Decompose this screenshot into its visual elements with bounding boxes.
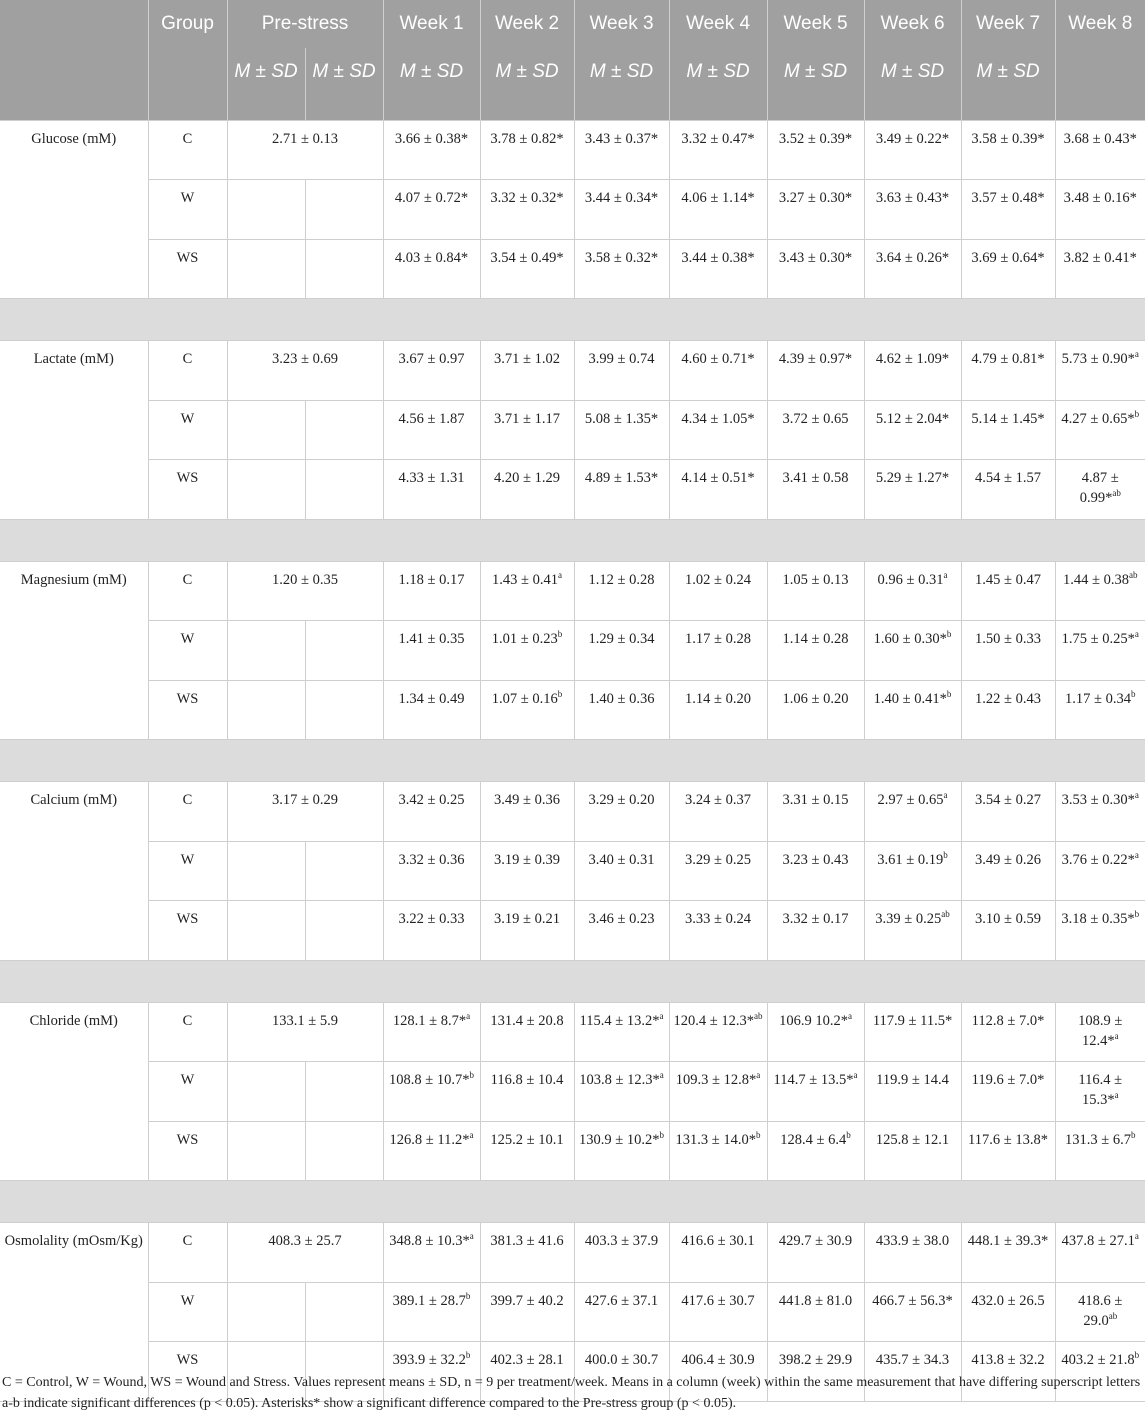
- value-cell: 112.8 ± 7.0*: [961, 1002, 1055, 1062]
- prestress-cell: 2.71 ± 0.13: [227, 120, 383, 180]
- value-cell: 3.42 ± 0.25: [383, 782, 480, 842]
- value-cell: 131.3 ± 14.0*$^b$: [669, 1121, 767, 1181]
- value-cell: 3.32 ± 0.32*: [480, 180, 574, 240]
- value-cell: 1.01 ± 0.23$^b$: [480, 621, 574, 681]
- value-cell: 3.68 ± 0.43*: [1055, 120, 1145, 180]
- value-cell: 3.10 ± 0.59: [961, 901, 1055, 961]
- group-cell: W: [148, 621, 227, 681]
- prestress-empty-cell: [227, 180, 305, 240]
- value-cell: 3.32 ± 0.17: [767, 901, 864, 961]
- value-cell: 1.43 ± 0.41$^a$: [480, 561, 574, 621]
- section-divider-cell: [0, 740, 1145, 782]
- measurement-label: Chloride (mM): [0, 1002, 148, 1181]
- section-divider-cell: [0, 960, 1145, 1002]
- table-row: [0, 901, 1145, 961]
- table-row: [0, 341, 1145, 401]
- prestress-empty-cell: [305, 680, 383, 740]
- header-week: Week 3: [574, 0, 669, 48]
- value-cell: 3.19 ± 0.21: [480, 901, 574, 961]
- group-cell: W: [148, 1282, 227, 1342]
- value-cell: 117.6 ± 13.8*: [961, 1121, 1055, 1181]
- value-cell: 119.9 ± 14.4: [864, 1062, 961, 1122]
- group-cell: W: [148, 841, 227, 901]
- subheader-msd: M ± SD: [480, 48, 574, 120]
- value-cell: 1.12 ± 0.28: [574, 561, 669, 621]
- value-cell: 116.8 ± 10.4: [480, 1062, 574, 1122]
- value-cell: 4.39 ± 0.97*: [767, 341, 864, 401]
- section-divider-cell: [0, 519, 1145, 561]
- value-cell: 4.79 ± 0.81*: [961, 341, 1055, 401]
- value-cell: 3.58 ± 0.32*: [574, 239, 669, 299]
- table-row: [0, 1223, 1145, 1283]
- table-row: [0, 1121, 1145, 1181]
- value-cell: 3.52 ± 0.39*: [767, 120, 864, 180]
- header-week: Week 5: [767, 0, 864, 48]
- value-cell: 1.05 ± 0.13: [767, 561, 864, 621]
- value-cell: 103.8 ± 12.3*$^a$: [574, 1062, 669, 1122]
- value-cell: 393.9 ± 32.2$^b$: [383, 1342, 480, 1402]
- value-cell: 2.97 ± 0.65$^a$: [864, 782, 961, 842]
- group-cell: C: [148, 1002, 227, 1062]
- prestress-empty-cell: [305, 180, 383, 240]
- value-cell: 1.45 ± 0.47: [961, 561, 1055, 621]
- subheader-msd: M ± SD: [574, 48, 669, 120]
- prestress-empty-cell: [305, 1282, 383, 1342]
- header-week: Week 6: [864, 0, 961, 48]
- value-cell: 4.06 ± 1.14*: [669, 180, 767, 240]
- header-week: Week 2: [480, 0, 574, 48]
- value-cell: 3.46 ± 0.23: [574, 901, 669, 961]
- value-cell: 4.03 ± 0.84*: [383, 239, 480, 299]
- value-cell: 402.3 ± 28.1: [480, 1342, 574, 1402]
- value-cell: 437.8 ± 27.1$^a$: [1055, 1223, 1145, 1283]
- subheader-blank: [148, 48, 227, 120]
- prestress-empty-cell: [227, 239, 305, 299]
- section-divider: [0, 519, 1145, 561]
- value-cell: 109.3 ± 12.8*$^a$: [669, 1062, 767, 1122]
- value-cell: 418.6 ± 29.0$^{ab}$: [1055, 1282, 1145, 1342]
- prestress-cell: 408.3 ± 25.7: [227, 1223, 383, 1283]
- measurement-label: Calcium (mM): [0, 782, 148, 961]
- table-row: [0, 180, 1145, 240]
- value-cell: 130.9 ± 10.2*$^b$: [574, 1121, 669, 1181]
- value-cell: 3.39 ± 0.25$^{ab}$: [864, 901, 961, 961]
- value-cell: 1.34 ± 0.49: [383, 680, 480, 740]
- value-cell: 1.14 ± 0.20: [669, 680, 767, 740]
- value-cell: 448.1 ± 39.3*: [961, 1223, 1055, 1283]
- value-cell: 1.14 ± 0.28: [767, 621, 864, 681]
- header-week: Week 1: [383, 0, 480, 48]
- prestress-empty-cell: [227, 1282, 305, 1342]
- value-cell: 1.75 ± 0.25*$^a$: [1055, 621, 1145, 681]
- value-cell: 3.33 ± 0.24: [669, 901, 767, 961]
- value-cell: 4.34 ± 1.05*: [669, 400, 767, 460]
- value-cell: 3.24 ± 0.37: [669, 782, 767, 842]
- value-cell: 3.29 ± 0.25: [669, 841, 767, 901]
- table-row: [0, 680, 1145, 740]
- value-cell: 403.2 ± 21.8$^b$: [1055, 1342, 1145, 1402]
- value-cell: 1.17 ± 0.34$^b$: [1055, 680, 1145, 740]
- value-cell: 119.6 ± 7.0*: [961, 1062, 1055, 1122]
- value-cell: 3.82 ± 0.41*: [1055, 239, 1145, 299]
- value-cell: 1.50 ± 0.33: [961, 621, 1055, 681]
- value-cell: 4.56 ± 1.87: [383, 400, 480, 460]
- value-cell: 125.8 ± 12.1: [864, 1121, 961, 1181]
- value-cell: 3.32 ± 0.36: [383, 841, 480, 901]
- group-cell: C: [148, 341, 227, 401]
- table-row: [0, 120, 1145, 180]
- value-cell: 429.7 ± 30.9: [767, 1223, 864, 1283]
- prestress-empty-cell: [227, 680, 305, 740]
- prestress-empty-cell: [227, 621, 305, 681]
- group-cell: C: [148, 1223, 227, 1283]
- value-cell: 3.43 ± 0.37*: [574, 120, 669, 180]
- value-cell: 348.8 ± 10.3*$^a$: [383, 1223, 480, 1283]
- prestress-empty-cell: [305, 460, 383, 520]
- value-cell: 3.27 ± 0.30*: [767, 180, 864, 240]
- value-cell: 5.12 ± 2.04*: [864, 400, 961, 460]
- value-cell: 1.41 ± 0.35: [383, 621, 480, 681]
- value-cell: 3.54 ± 0.27: [961, 782, 1055, 842]
- value-cell: 3.43 ± 0.30*: [767, 239, 864, 299]
- value-cell: 3.40 ± 0.31: [574, 841, 669, 901]
- value-cell: 1.18 ± 0.17: [383, 561, 480, 621]
- prestress-empty-cell: [227, 841, 305, 901]
- value-cell: 131.3 ± 6.7$^b$: [1055, 1121, 1145, 1181]
- value-cell: 3.99 ± 0.74: [574, 341, 669, 401]
- value-cell: 4.54 ± 1.57: [961, 460, 1055, 520]
- table-row: [0, 1002, 1145, 1062]
- value-cell: 1.40 ± 0.41*$^b$: [864, 680, 961, 740]
- value-cell: 3.66 ± 0.38*: [383, 120, 480, 180]
- prestress-empty-cell: [305, 841, 383, 901]
- measurement-label: Lactate (mM): [0, 341, 148, 520]
- value-cell: 120.4 ± 12.3*$^{ab}$: [669, 1002, 767, 1062]
- value-cell: 3.23 ± 0.43: [767, 841, 864, 901]
- table-row: [0, 1062, 1145, 1122]
- value-cell: 3.41 ± 0.58: [767, 460, 864, 520]
- group-cell: C: [148, 120, 227, 180]
- measurement-label: Magnesium (mM): [0, 561, 148, 740]
- group-cell: W: [148, 180, 227, 240]
- prestress-cell: 3.23 ± 0.69: [227, 341, 383, 401]
- value-cell: 115.4 ± 13.2*$^a$: [574, 1002, 669, 1062]
- value-cell: 3.49 ± 0.22*: [864, 120, 961, 180]
- prestress-cell: 3.17 ± 0.29: [227, 782, 383, 842]
- value-cell: 3.44 ± 0.34*: [574, 180, 669, 240]
- value-cell: 381.3 ± 41.6: [480, 1223, 574, 1283]
- section-divider: [0, 1181, 1145, 1223]
- value-cell: 3.72 ± 0.65: [767, 400, 864, 460]
- table-row: [0, 841, 1145, 901]
- value-cell: 0.96 ± 0.31$^a$: [864, 561, 961, 621]
- value-cell: 435.7 ± 34.3: [864, 1342, 961, 1402]
- value-cell: 3.67 ± 0.97: [383, 341, 480, 401]
- measurement-label: Glucose (mM): [0, 120, 148, 299]
- group-cell: WS: [148, 680, 227, 740]
- value-cell: 1.17 ± 0.28: [669, 621, 767, 681]
- value-cell: 1.06 ± 0.20: [767, 680, 864, 740]
- section-divider-cell: [0, 1181, 1145, 1223]
- group-cell: C: [148, 782, 227, 842]
- prestress-empty-cell: [305, 1062, 383, 1122]
- table-row: [0, 782, 1145, 842]
- value-cell: 427.6 ± 37.1: [574, 1282, 669, 1342]
- value-cell: 3.18 ± 0.35*$^b$: [1055, 901, 1145, 961]
- header-week: Week 8: [1055, 0, 1145, 48]
- value-cell: 1.07 ± 0.16$^b$: [480, 680, 574, 740]
- section-divider: [0, 740, 1145, 782]
- header-blank: [0, 0, 148, 48]
- value-cell: 3.49 ± 0.26: [961, 841, 1055, 901]
- value-cell: 125.2 ± 10.1: [480, 1121, 574, 1181]
- value-cell: 398.2 ± 29.9: [767, 1342, 864, 1402]
- value-cell: 4.62 ± 1.09*: [864, 341, 961, 401]
- value-cell: 106.9 10.2*$^a$: [767, 1002, 864, 1062]
- value-cell: 4.87 ± 0.99*$^{ab}$: [1055, 460, 1145, 520]
- table-row: [0, 460, 1145, 520]
- value-cell: 128.4 ± 6.4$^b$: [767, 1121, 864, 1181]
- value-cell: 1.44 ± 0.38$^{ab}$: [1055, 561, 1145, 621]
- group-cell: C: [148, 561, 227, 621]
- value-cell: 4.33 ± 1.31: [383, 460, 480, 520]
- header-week: Week 4: [669, 0, 767, 48]
- value-cell: 3.64 ± 0.26*: [864, 239, 961, 299]
- table-body: [0, 120, 1145, 1401]
- value-cell: 406.4 ± 30.9: [669, 1342, 767, 1402]
- value-cell: 3.54 ± 0.49*: [480, 239, 574, 299]
- prestress-empty-cell: [227, 1121, 305, 1181]
- prestress-empty-cell: [305, 621, 383, 681]
- value-cell: 3.76 ± 0.22*$^a$: [1055, 841, 1145, 901]
- table-row: [0, 561, 1145, 621]
- value-cell: 441.8 ± 81.0: [767, 1282, 864, 1342]
- value-cell: 117.9 ± 11.5*: [864, 1002, 961, 1062]
- section-divider-cell: [0, 299, 1145, 341]
- value-cell: 4.60 ± 0.71*: [669, 341, 767, 401]
- value-cell: 433.9 ± 38.0: [864, 1223, 961, 1283]
- value-cell: 5.08 ± 1.35*: [574, 400, 669, 460]
- value-cell: 3.63 ± 0.43*: [864, 180, 961, 240]
- prestress-empty-cell: [305, 400, 383, 460]
- value-cell: 3.61 ± 0.19$^b$: [864, 841, 961, 901]
- value-cell: 413.8 ± 32.2: [961, 1342, 1055, 1402]
- footnote: C = Control, W = Wound, WS = Wound and Stress. Values represent means ± SD, n = 9 per treatment/week. Means in a column (week) within the same measurement that have differing superscript letters a-b indicate significant differences (p < 0.05). Asterisks* show a significant difference compared to the Pre-stress group (p < 0.05).: [2, 1375, 1141, 1411]
- value-cell: 3.78 ± 0.82*: [480, 120, 574, 180]
- value-cell: 128.1 ± 8.7*$^a$: [383, 1002, 480, 1062]
- value-cell: 3.58 ± 0.39*: [961, 120, 1055, 180]
- value-cell: 466.7 ± 56.3*: [864, 1282, 961, 1342]
- value-cell: 3.32 ± 0.47*: [669, 120, 767, 180]
- subheader-blank: [0, 48, 148, 120]
- value-cell: 3.71 ± 1.02: [480, 341, 574, 401]
- prestress-empty-cell: [227, 1062, 305, 1122]
- prestress-empty-cell: [227, 901, 305, 961]
- value-cell: 3.48 ± 0.16*: [1055, 180, 1145, 240]
- prestress-empty-cell: [227, 460, 305, 520]
- value-cell: 5.14 ± 1.45*: [961, 400, 1055, 460]
- subheader-msd: M ± SD: [669, 48, 767, 120]
- value-cell: 1.02 ± 0.24: [669, 561, 767, 621]
- value-cell: 3.71 ± 1.17: [480, 400, 574, 460]
- value-cell: 4.14 ± 0.51*: [669, 460, 767, 520]
- value-cell: 4.20 ± 1.29: [480, 460, 574, 520]
- value-cell: 3.22 ± 0.33: [383, 901, 480, 961]
- section-divider: [0, 299, 1145, 341]
- value-cell: 389.1 ± 28.7$^b$: [383, 1282, 480, 1342]
- value-cell: 1.60 ± 0.30*$^b$: [864, 621, 961, 681]
- value-cell: 4.07 ± 0.72*: [383, 180, 480, 240]
- prestress-empty-cell: [305, 1121, 383, 1181]
- value-cell: 1.22 ± 0.43: [961, 680, 1055, 740]
- subheader-msd: M ± SD: [767, 48, 864, 120]
- value-cell: 126.8 ± 11.2*$^a$: [383, 1121, 480, 1181]
- subheader-msd: M ± SD: [961, 48, 1055, 120]
- value-cell: 3.19 ± 0.39: [480, 841, 574, 901]
- prestress-empty-cell: [305, 901, 383, 961]
- value-cell: 4.89 ± 1.53*: [574, 460, 669, 520]
- prestress-empty-cell: [227, 400, 305, 460]
- value-cell: 108.9 ± 12.4*$^a$: [1055, 1002, 1145, 1062]
- value-cell: 3.53 ± 0.30*$^a$: [1055, 782, 1145, 842]
- value-cell: 3.49 ± 0.36: [480, 782, 574, 842]
- subheader-msd: M ± SD: [227, 48, 305, 120]
- group-cell: WS: [148, 239, 227, 299]
- measurement-label: Osmolality (mOsm/Kg): [0, 1223, 148, 1402]
- group-cell: W: [148, 400, 227, 460]
- subheader-blank: [1055, 48, 1145, 120]
- group-cell: WS: [148, 901, 227, 961]
- table-row: [0, 239, 1145, 299]
- header-prestress: Pre-stress: [227, 0, 383, 48]
- table-row: [0, 1282, 1145, 1342]
- subheader-msd: M ± SD: [305, 48, 383, 120]
- prestress-cell: 133.1 ± 5.9: [227, 1002, 383, 1062]
- value-cell: 400.0 ± 30.7: [574, 1342, 669, 1402]
- table-row: [0, 621, 1145, 681]
- value-cell: 4.27 ± 0.65*$^b$: [1055, 400, 1145, 460]
- value-cell: 403.3 ± 37.9: [574, 1223, 669, 1283]
- group-cell: WS: [148, 1121, 227, 1181]
- section-divider: [0, 960, 1145, 1002]
- value-cell: 3.29 ± 0.20: [574, 782, 669, 842]
- group-cell: WS: [148, 460, 227, 520]
- value-cell: 5.73 ± 0.90*$^a$: [1055, 341, 1145, 401]
- value-cell: 399.7 ± 40.2: [480, 1282, 574, 1342]
- prestress-empty-cell: [305, 239, 383, 299]
- value-cell: 5.29 ± 1.27*: [864, 460, 961, 520]
- value-cell: 114.7 ± 13.5*$^a$: [767, 1062, 864, 1122]
- subheader-msd: M ± SD: [864, 48, 961, 120]
- subheader-msd: M ± SD: [383, 48, 480, 120]
- table-row: [0, 400, 1145, 460]
- value-cell: 3.44 ± 0.38*: [669, 239, 767, 299]
- header-week: Week 7: [961, 0, 1055, 48]
- value-cell: 432.0 ± 26.5: [961, 1282, 1055, 1342]
- group-cell: WS: [148, 1342, 227, 1402]
- value-cell: 417.6 ± 30.7: [669, 1282, 767, 1342]
- value-cell: 116.4 ± 15.3*$^a$: [1055, 1062, 1145, 1122]
- value-cell: 1.29 ± 0.34: [574, 621, 669, 681]
- value-cell: 108.8 ± 10.7*$^b$: [383, 1062, 480, 1122]
- prestress-cell: 1.20 ± 0.35: [227, 561, 383, 621]
- value-cell: 416.6 ± 30.1: [669, 1223, 767, 1283]
- header-group: Group: [148, 0, 227, 48]
- value-cell: 3.69 ± 0.64*: [961, 239, 1055, 299]
- value-cell: 1.40 ± 0.36: [574, 680, 669, 740]
- value-cell: 3.31 ± 0.15: [767, 782, 864, 842]
- value-cell: 3.57 ± 0.48*: [961, 180, 1055, 240]
- value-cell: 131.4 ± 20.8: [480, 1002, 574, 1062]
- group-cell: W: [148, 1062, 227, 1122]
